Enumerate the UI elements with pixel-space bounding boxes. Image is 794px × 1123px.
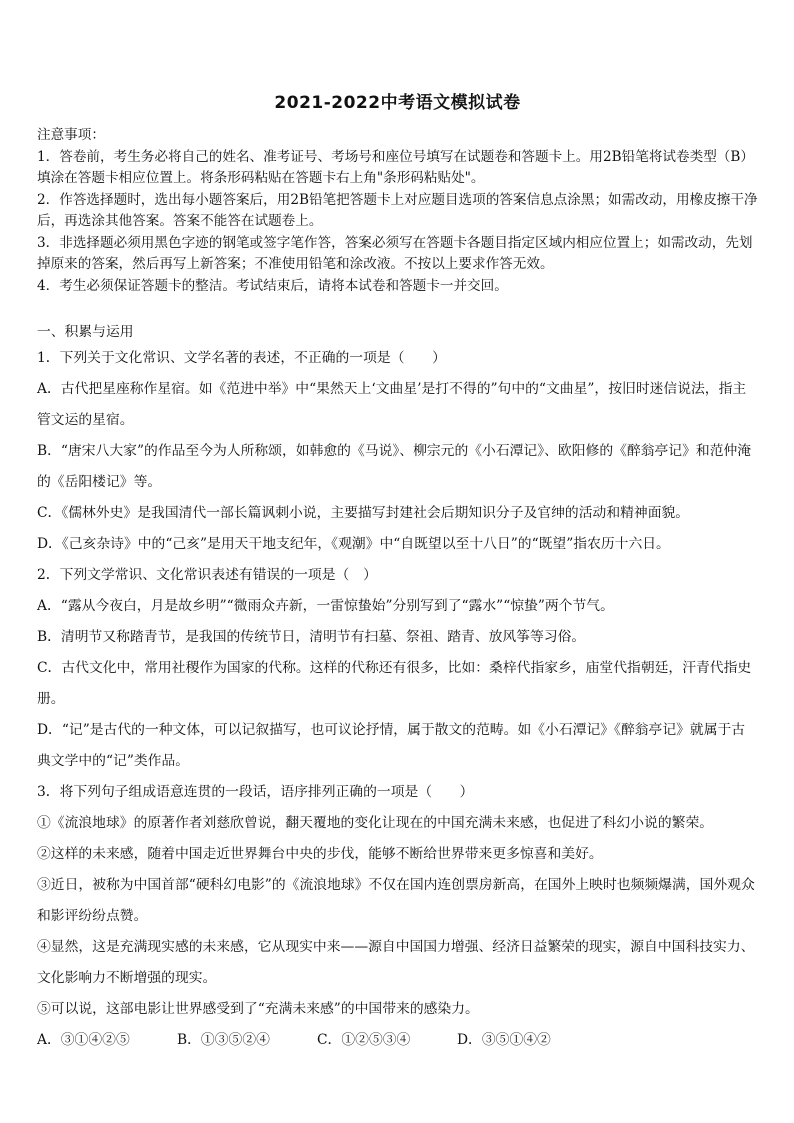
sentence: ⑤可以说，这部电影让世界感受到了“充满未来感”的中国带来的感染力。	[37, 1001, 479, 1017]
notice-item: 4．考生必须保证答题卡的整洁。考试结束后，请将本试卷和答题卡一并交回。	[37, 277, 508, 294]
section-heading: 一、积累与运用	[37, 324, 134, 340]
question-stem: 1．下列关于文化常识、文学名著的表述，不正确的一项是（ ）	[37, 350, 446, 366]
option: A．古代把星座称作星宿。如《范进中举》中“果然天上‘文曲星’是打不得的”句中的“文曲星”，按旧时迷信说法，指主管文运的星宿。	[37, 381, 747, 428]
question-stem: 3．将下列句子组成语意连贯的一段话，语序排列正确的一项是（ ）	[37, 784, 474, 800]
sentence: ③近日，被称为中国首部“硬科幻电影”的《流浪地球》不仅在国内连创票房新高，在国外上映时也频频爆满，国外观众和影评纷纷点赞。	[37, 877, 755, 924]
option: A．“露从今夜白，月是故乡明”“微雨众卉新，一雷惊蛰始”分别写到了“露水”“惊蛰”两个节气。	[37, 598, 614, 614]
question-stem: 2．下列文学常识、文化常识表述有错误的一项是（ ）	[37, 567, 377, 583]
sentence: ①《流浪地球》的原著作者刘慈欣曾说，翻天覆地的变化让现在的中国充满未来感，也促进了科幻小说的繁荣。	[37, 815, 714, 831]
option: C．古代文化中，常用社稷作为国家的代称。这样的代称还有很多，比如：桑梓代指家乡，庙堂代指朝廷，汗青代指史册。	[37, 660, 752, 707]
choice-c: C．①②⑤③④	[317, 1032, 411, 1048]
notice-heading: 注意事项：	[37, 127, 105, 143]
notice-block	[37, 125, 758, 297]
sentence: ②这样的未来感，随着中国走近世界舞台中央的步伐，能够不断给世界带来更多惊喜和美好。	[37, 846, 603, 862]
choice-row	[37, 1025, 758, 1056]
question-3	[37, 777, 758, 1056]
notice-item: 3．非选择题必须用黑色字迹的钢笔或签字笔作答，答案必须写在答题卡各题目指定区域内相应位置上；如需改动，先划掉原来的答案，然后再写上新答案；不准使用铅笔和涂改液。不按以上要求作答无效。	[37, 234, 753, 272]
option: B．清明节又称踏青节，是我国的传统节日，清明节有扫墓、祭祖、踏青、放风筝等习俗。	[37, 629, 586, 645]
option: B．“唐宋八大家”的作品至今为人所称颂，如韩愈的《马说》、柳宗元的《小石潭记》、欧阳修的《醉翁亭记》和范仲淹的《岳阳楼记》等。	[37, 443, 752, 490]
option: C．《儒林外史》是我国清代一部长篇讽刺小说，主要描写封建社会后期知识分子及官绅的活动和精神面貌。	[37, 505, 690, 521]
notice-item: 1．答卷前，考生务必将自己的姓名、准考证号、考场号和座位号填写在试题卷和答题卡上。用2B铅笔将试卷类型（B）填涂在答题卡相应位置上。将条形码粘贴在答题卡右上角"条形码粘贴处"。	[37, 148, 754, 186]
choice-a: A．③①④②⑤	[37, 1032, 130, 1048]
choice-d: D．③⑤①④②	[457, 1032, 551, 1048]
choice-b: B．①③⑤②④	[177, 1032, 270, 1048]
page-title: 2021-2022中考语文模拟试卷	[274, 93, 521, 113]
question-1	[37, 343, 758, 560]
option: D．《己亥杂诗》中的“己亥”是用天干地支纪年，《观潮》中“自既望以至十八日”的“既望”指农历十六日。	[37, 536, 670, 552]
option: D．“记”是古代的一种文体，可以记叙描写，也可议论抒情，属于散文的范畴。如《小石潭记》《醉翁亭记》就属于古典文学中的“记”类作品。	[37, 722, 746, 769]
question-2	[37, 560, 758, 777]
notice-item: 2．作答选择题时，选出每小题答案后，用2B铅笔把答题卡上对应题目选项的答案信息点涂黑；如需改动，用橡皮擦干净后，再选涂其他答案。答案不能答在试题卷上。	[37, 191, 758, 229]
sentence: ④显然，这是充满现实感的未来感，它从现实中来——源自中国国力增强、经济日益繁荣的现实，源自中国科技实力、文化影响力不断增强的现实。	[37, 939, 755, 986]
